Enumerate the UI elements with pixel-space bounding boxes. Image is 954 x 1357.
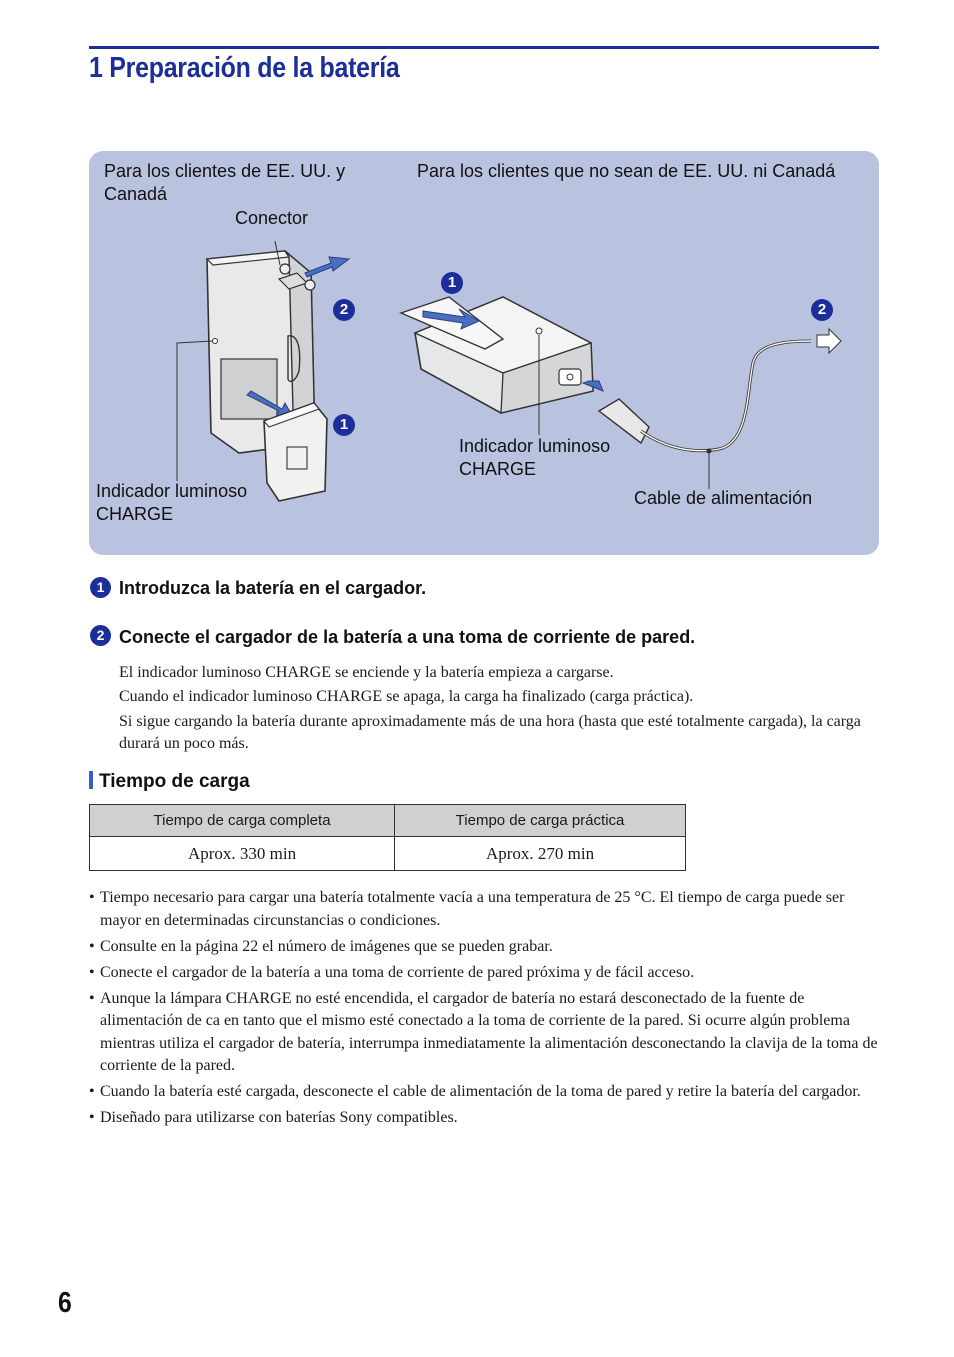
list-item: • Consulte en la página 22 el número de imágenes que se pueden grabar. [89,936,881,959]
heading-accent-bar [89,771,93,789]
list-item: • Diseñado para utilizarse con baterías Sony compatibles. [89,1107,881,1130]
marker-two-left: 2 [333,299,355,321]
charge-time-heading [89,771,250,793]
list-item: • Cuando la batería esté cargada, desconecte el cable de alimentación de la toma de pared y retire la batería del cargador. [89,1081,881,1104]
charge-time-heading-text: Tiempo de carga [99,771,250,792]
step-2-paragraph-3: Si sigue cargando la batería durante aproximadamente más de una hora (hasta que esté totalmente cargada), la carga durará un poco más. [119,713,861,752]
charge-time-table [89,804,686,871]
table-cell-practical: Aprox. 270 min [395,837,686,871]
power-cable-label: Cable de alimentación [634,488,813,508]
intl-charger-drawing [401,297,841,451]
list-item: • Tiempo necesario para cargar una batería totalmente vacía a una temperatura de 25 °C. El tiempo de carga puede ser mayor en determinadas circunstancias o condiciones. [89,887,881,932]
charge-indicator-label-right: Indicador luminoso CHARGE [459,436,611,479]
step-1-marker: 1 [90,577,111,598]
notes-list [89,887,881,1133]
table-header-practical: Tiempo de carga práctica [395,805,686,837]
connector-label: Conector [235,208,309,228]
step-2-paragraph-2: Cuando el indicador luminoso CHARGE se apaga, la carga ha finalizado (carga práctica). [119,688,694,705]
other-countries-caption: Para los clientes que no sean de EE. UU. ni Canadá [417,161,836,181]
title-rule [89,46,879,49]
page-title: 1 Preparación de la batería [89,52,400,84]
step-2-text: Conecte el cargador de la batería a una toma de corriente de pared. [119,627,696,647]
step-1-text: Introduzca la batería en el cargador. [119,578,427,598]
charge-indicator-label-left: Indicador luminoso CHARGE [96,481,248,524]
us-canada-caption: Para los clientes de EE. UU. y Canadá [104,161,346,204]
table-header-full: Tiempo de carga completa [90,805,395,837]
marker-two-right: 2 [811,299,833,321]
marker-one-right: 1 [441,272,463,294]
table-row [90,837,686,871]
step-2-paragraph-1: El indicador luminoso CHARGE se enciende y la batería empieza a cargarse. [119,664,614,681]
list-item: • Conecte el cargador de la batería a una toma de corriente de pared próxima y de fácil acceso. [89,962,881,985]
page-number: 6 [58,1287,72,1319]
list-item: • Aunque la lámpara CHARGE no esté encendida, el cargador de batería no estará desconectado de la fuente de alimentación de ca en tanto que el mismo esté conectado a la toma de corriente de la pared. Si ocurre algún problema mientras utiliza el cargador de batería, interrumpa inmediatamente la alimentación desconectando la clavija de la toma de corriente de la pared. [89,988,881,1078]
marker-one-left: 1 [333,414,355,436]
us-charger-drawing [207,251,349,501]
table-cell-full: Aprox. 330 min [90,837,395,871]
step-2-marker: 2 [90,625,111,646]
table-header-row [90,805,686,837]
